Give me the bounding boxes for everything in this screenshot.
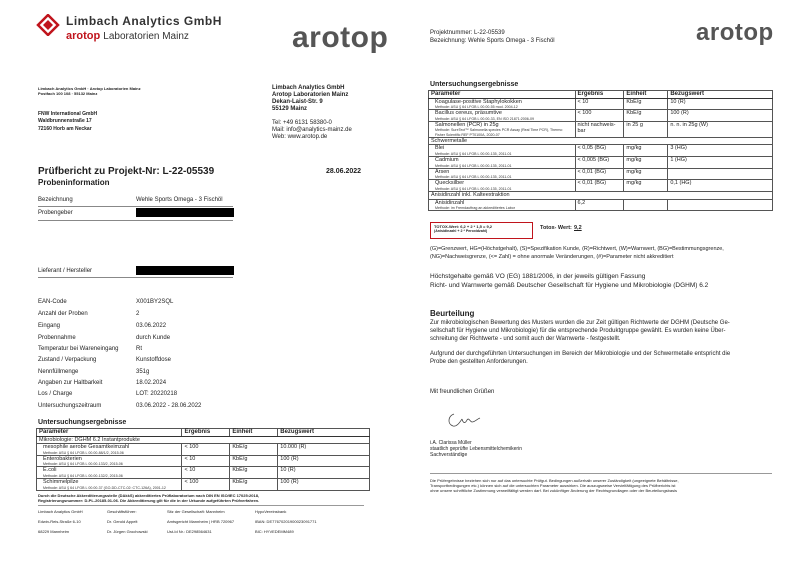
unit-cell: KbE/g (230, 479, 278, 491)
max-levels-line-2: Richt- und Warnwerte gemäß Deutscher Gesellschaft für Hygiene und Mikrobiologie (DGHM) 6.2 (430, 282, 709, 289)
report-title: Prüfbericht zu Projekt-Nr: L-22-05539 (38, 166, 215, 177)
recipient-street: Waldbrunnenstraße 17 (38, 118, 92, 124)
info-value-bezeichnung: Wehle Sports Omega - 3 Fischöl (136, 197, 223, 203)
ref-cell: 1 (HG) (668, 157, 773, 169)
result-cell: < 0,01 (BG) (575, 168, 624, 180)
footer-management-label: Geschäftsführer: (107, 509, 137, 514)
info-label-anzahl: Anzahl der Proben (38, 311, 88, 317)
unit-cell: KbE/g (230, 444, 278, 456)
greeting: Mit freundlichen Grüßen (430, 389, 495, 395)
info-label-zustand: Zustand / Verpackung (38, 357, 97, 363)
category-label: Mikrobiologie: DGHM 6.2 Instantprodukte (37, 436, 370, 444)
table-row (429, 121, 773, 137)
unit-cell: KbE/g (230, 467, 278, 479)
unit-cell: KbE/g (230, 455, 278, 467)
signature-icon (444, 410, 484, 430)
param-name: Schimmelpilze (43, 479, 79, 486)
col-bezugswert: Bezugswert (278, 429, 370, 437)
redacted-probengeber (136, 208, 234, 217)
footer (38, 509, 364, 539)
result-cell: 6,2 (575, 199, 624, 211)
disclaimer-line-1: Die Prüfergebnisse beziehen sich nur auf das untersuchte Prüfgut. Bedingungen außerhalb unserer Zuständigkeit (ungeeignete Behältnisse, (430, 478, 679, 483)
footer-city: 68229 Mannheim (38, 529, 69, 534)
results-table-1 (36, 428, 370, 491)
param-cell (37, 455, 182, 467)
result-cell: < 10 (182, 455, 230, 467)
param-method: Methode: im Fremdauftrag an akkreditiertes Labor (435, 206, 515, 211)
result-cell: < 0,01 (BG) (575, 180, 624, 192)
result-cell: < 0,05 (BG) (575, 145, 624, 157)
info-label-charge: Los / Charge (38, 391, 73, 397)
company-brand (66, 30, 189, 43)
info-label-eingang: Eingang (38, 323, 61, 329)
param-method: Methode: SureTect™ Salmonella species PCR Assay (Real Time PCR), Thermo Fisher Scientific REF PT0100A, 2020-07 (435, 128, 563, 137)
table-row (429, 145, 773, 157)
totox-formula: TOTOX-Wert: 6,2 + 2 * 1,5 = 9,2 (434, 224, 493, 229)
info-value-probennahme: durch Kunde (136, 335, 171, 341)
col-einheit: Einheit (624, 91, 668, 99)
info-label-nennfuellmenge: Nennfüllmenge (38, 369, 79, 375)
ref-cell (668, 168, 773, 180)
category-row (429, 137, 773, 145)
footer-company: Limbach Analytics GmbH (38, 509, 83, 514)
recipient-name: FNW International GmbH (38, 111, 98, 117)
info-value-anzahl: 2 (136, 311, 140, 317)
info-label-haltbarkeit: Angaben zur Haltbarkeit (38, 380, 103, 386)
footer-court: Amtsgericht Mannheim | HRB 720967 (167, 519, 235, 524)
table-row (429, 110, 773, 122)
info-label-bezeichnung: Bezeichnung (38, 197, 73, 203)
category-label: Anisidinzahl inkl. Kalteextraktion (429, 192, 773, 200)
assessment-p1-line-1: Zur mikrobiologischen Bewertung des Musters wurden die zur Zeit gültigen Richtwerte der DGHM (Deutsche Ge- (430, 320, 730, 326)
info-label-zeitraum: Untersuchungszeitraum (38, 403, 102, 409)
arotop-logo (696, 20, 774, 46)
assessment-p2-line-1: Aufgrund der durchgeführten Untersuchungen im Bereich der Mikrobiologie und der Schwermetalle entspricht die (430, 351, 731, 357)
param-method: Methode: ASU § 64 LFGB L 00.00-37 (GO-DD-CTC-02: CTC-126A), 2001-12 (43, 485, 166, 490)
table-row (37, 444, 370, 456)
param-cell (429, 121, 576, 137)
recipient-city: 72160 Horb am Neckar (38, 126, 92, 132)
accreditation-line-2: Registrierungsnummer: D-PL-20185-01-06. Die Akkreditierung gilt für die in der Urkunde aufgeführten Prüfverfahren. (38, 498, 260, 503)
totox-box (430, 222, 533, 239)
param-name: Anisidinzahl (435, 199, 465, 206)
param-cell (37, 479, 182, 491)
ref-cell: 10 (R) (668, 98, 773, 110)
param-cell (37, 444, 182, 456)
unit-cell: mg/kg (624, 145, 668, 157)
info-value-nennfuellmenge: 351g (136, 369, 150, 375)
lab-address-1: Limbach Analytics GmbH (272, 85, 345, 91)
info-value-zeitraum: 03.06.2022 - 28.06.2022 (136, 403, 202, 409)
param-method: Methode: ASU § 64 LFGB L 00.00-135, 2011-01 (435, 163, 512, 168)
legend-line-2: (NG)=Nachweisgrenze, (<= Zahl) = ohne anormale Veränderungen, (#)=Parameter nicht akkreditiert (430, 254, 674, 260)
assessment-p1-line-2: sellschaft für Hygiene und Mikrobiologie) für die entsprechende Produktgruppe gewählt. Es wurden keine Über- (430, 328, 726, 334)
category-row (429, 192, 773, 200)
company-subtitle: Laboratorien Mainz (103, 31, 189, 42)
param-name: Enterobakterien (43, 455, 82, 462)
ref-cell: 10 (R) (278, 467, 370, 479)
param-name: Blei (435, 145, 445, 152)
unit-cell: mg/kg (624, 180, 668, 192)
unit-cell: KbE/g (624, 110, 668, 122)
sender-postbox: Postfach 100 108 · 55132 Mainz (38, 91, 98, 96)
col-bezugswert: Bezugswert (668, 91, 773, 99)
footer-manager-1: Dr. Gerold Appelt (107, 519, 138, 524)
param-method: Methode: ASU § 64 LFGB L 00.00-135, 2011-01 (435, 151, 512, 156)
assessment-p2-line-2: Probe den gestellten Anforderungen. (430, 359, 528, 365)
param-name: Salmonellen (PCR) in 25g (435, 121, 499, 128)
info-label-probennahme: Probennahme (38, 335, 76, 341)
disclaimer-line-3: ohne unsere schriftliche Zustimmung verweilfältigt werden darf. Bei zukünftiger Änderung der Rechtsgrundlagen oder der Beurteilungsbasis (430, 488, 678, 493)
ref-cell: 0,1 (HG) (668, 180, 773, 192)
ref-cell: n. n. in 25g (W) (668, 121, 773, 137)
result-cell: < 10 (182, 467, 230, 479)
info-value-eingang: 03.06.2022 (136, 323, 167, 329)
sample-info-heading: Probeninformation (38, 178, 110, 187)
totox-value: 9,2 (574, 225, 582, 231)
table-header-row (429, 91, 773, 99)
lab-website: Web: www.arotop.de (272, 134, 328, 140)
result-cell: < 100 (182, 444, 230, 456)
table-row (429, 98, 773, 110)
lab-address-4: 55129 Mainz (272, 106, 308, 112)
table-row (429, 168, 773, 180)
category-label: Schwermetalle (429, 137, 773, 145)
disclaimer-line-2: Transportbedingungen etc.) können sich auf die untersuchten Parameter auswirken. Die auszugsweise Vervielfältigung des Prüfberichts ist (430, 483, 676, 488)
param-method: Methode: ASU § 64 LFGB L 00.00-133/2, 2015-06 (43, 462, 123, 467)
ref-cell: 100 (R) (278, 479, 370, 491)
param-name: E.coli (43, 467, 57, 474)
signer-name: i.A. Clarissa Müller (430, 440, 472, 446)
footer-street: Edwin-Reis-Straße 6-10 (38, 519, 81, 524)
info-label-lieferant: Lieferant / Hersteller (38, 268, 93, 274)
param-method: Methode: ASU § 64 LFGB L 00.00-135, 2011-01 (435, 175, 512, 180)
totox-label: Totox- Wert: (540, 225, 572, 231)
max-levels-line-1: Höchstgehalte gemäß VO (EG) 1881/2006, in der jeweils gültigen Fassung (430, 273, 646, 280)
table-row (37, 479, 370, 491)
param-cell (429, 145, 576, 157)
ref-cell: 10.000 (R) (278, 444, 370, 456)
table-row (37, 455, 370, 467)
param-method: Methode: ASU § 64 LFGB L 00.00-55 mod. 2004-12 (435, 105, 518, 109)
info-label-ean: EAN-Code (38, 299, 67, 305)
results-heading: Untersuchungsergebnisse (430, 81, 519, 88)
signer-title: staatlich geprüfte Lebensmittelchemikerin (430, 446, 522, 452)
info-value-ean: X001BY2SQL (136, 299, 174, 305)
totox-formula-note: (Anisidinzahl + 2 * Peroxidzahl) (434, 229, 488, 233)
unit-cell: mg/kg (624, 157, 668, 169)
lab-phone: Tel: +49 6131 58380-0 (272, 120, 332, 126)
unit-cell: mg/kg (624, 168, 668, 180)
result-cell: < 0,005 (BG) (575, 157, 624, 169)
param-cell (429, 168, 576, 180)
sample-designation: Bezeichnung: Wehle Sports Omega - 3 Fischöl (430, 38, 555, 44)
param-cell (429, 199, 576, 211)
table-row (429, 157, 773, 169)
ref-cell: 100 (R) (668, 110, 773, 122)
report-date: 28.06.2022 (326, 168, 362, 175)
footer-manager-2: Dr. Jürgen Grochowski (107, 529, 148, 534)
lab-address-3: Dekan-Laist-Str. 9 (272, 99, 323, 105)
col-parameter: Parameter (429, 91, 576, 99)
brand-word: arotop (66, 30, 101, 42)
footer-vat: Ust-Id Nr.: DE298564631 (167, 529, 212, 534)
info-value-charge: LOT: 20220218 (136, 391, 178, 397)
table-row (429, 199, 773, 211)
param-cell (37, 467, 182, 479)
param-name: Quecksilber (435, 180, 465, 187)
arotop-logo-word: arotop (292, 21, 389, 54)
results-heading: Untersuchungsergebnisse (38, 419, 127, 426)
param-name: mesophile aerobe Gesamtkeimzahl (43, 444, 130, 450)
param-cell (429, 110, 576, 122)
assessment-p1-line-3: schreitung der Richtwerte - und somit auch der Warnwerte - festgestellt. (430, 336, 621, 342)
footer-bic: BIC: HYVEDEMM489 (255, 529, 294, 534)
info-value-haltbarkeit: 18.02.2024 (136, 380, 167, 386)
unit-cell: in 25 g (624, 121, 668, 137)
info-value-zustand: Kunstoffdose (136, 357, 171, 363)
param-name: Koagulase-positive Staphylokokken (435, 98, 522, 105)
limbach-logo-icon (36, 14, 60, 36)
footer-seat: Sitz der Gesellschaft: Mannheim (167, 509, 225, 514)
result-cell: < 100 (182, 479, 230, 491)
info-label-probengeber: Probengeber (38, 210, 73, 216)
accreditation-line-1: Durch die Deutsche Akkreditierungsstelle (DAkkS) akkreditiertes Prüflaboratorium nach DIN EN ISO/IEC 17025:2018, (38, 493, 260, 498)
unit-cell (624, 199, 668, 211)
table-row (429, 180, 773, 192)
results-table-2 (428, 90, 773, 211)
info-value-temperatur: Rt (136, 346, 142, 352)
table-row (37, 467, 370, 479)
param-name: Arsen (435, 168, 450, 175)
unit-cell: KbE/g (624, 98, 668, 110)
param-method: Methode: ASU § 64 LFGB L 00.00-33, EN ISO 21871:2006-09 (435, 116, 534, 121)
result-cell: < 100 (575, 110, 624, 122)
assessment-heading: Beurteilung (430, 309, 475, 318)
col-parameter: Parameter (37, 429, 182, 437)
legend-line-1: (G)=Grenzwert, HG=(Höchstgehalt), (S)=Spezifikation Kunde, (R)=Richtwert, (W)=Warnwert, (BG)=Bestimmungsgrenze, (430, 246, 724, 252)
ref-cell: 3 (HG) (668, 145, 773, 157)
param-cell (429, 98, 576, 110)
table-header-row (37, 429, 370, 437)
param-method: Methode: ASU § 64 LFGB L 00.00-132/2, 2015-06 (43, 473, 123, 478)
param-method: Methode: ASU § 64 LFGB L 00.00-135, 2011-01 (435, 186, 512, 191)
param-cell (429, 180, 576, 192)
col-ergebnis: Ergebnis (182, 429, 230, 437)
project-number: Projektnummer: L-22-05539 (430, 30, 505, 36)
param-cell (429, 157, 576, 169)
param-name: Cadmium (435, 157, 459, 164)
result-cell: < 10 (575, 98, 624, 110)
sender-line: Limbach Analytics GmbH · Arotop Laboratorien Mainz (38, 86, 141, 91)
redacted-lieferant (136, 266, 234, 275)
footer-iban: IBAN: DE77670201900023091771 (255, 519, 317, 524)
arotop-logo (292, 22, 388, 54)
company-title: Limbach Analytics GmbH (66, 14, 222, 28)
info-label-temperatur: Temperatur bei Wareneingang (38, 346, 119, 352)
param-name: Bacillus cereus, präsumtive (435, 110, 502, 117)
ref-cell (668, 199, 773, 211)
param-method: Methode: ASU § 64 LFGB L 00.00-88/1/2, 2015-06 (43, 450, 124, 455)
col-ergebnis: Ergebnis (575, 91, 624, 99)
footer-bank: HypoVereinsbank (255, 509, 287, 514)
ref-cell: 100 (R) (278, 455, 370, 467)
col-einheit: Einheit (230, 429, 278, 437)
result-cell: nicht nachweis-bar (575, 121, 624, 137)
report-page-2 (400, 0, 800, 567)
lab-address-2: Arotop Laboratorien Mainz (272, 92, 349, 98)
lab-email: Mail: info@analytics-mainz.de (272, 127, 352, 133)
signer-role: Sachverständige (430, 452, 468, 458)
arotop-logo-word: arotop (696, 19, 774, 46)
category-row (37, 436, 370, 444)
